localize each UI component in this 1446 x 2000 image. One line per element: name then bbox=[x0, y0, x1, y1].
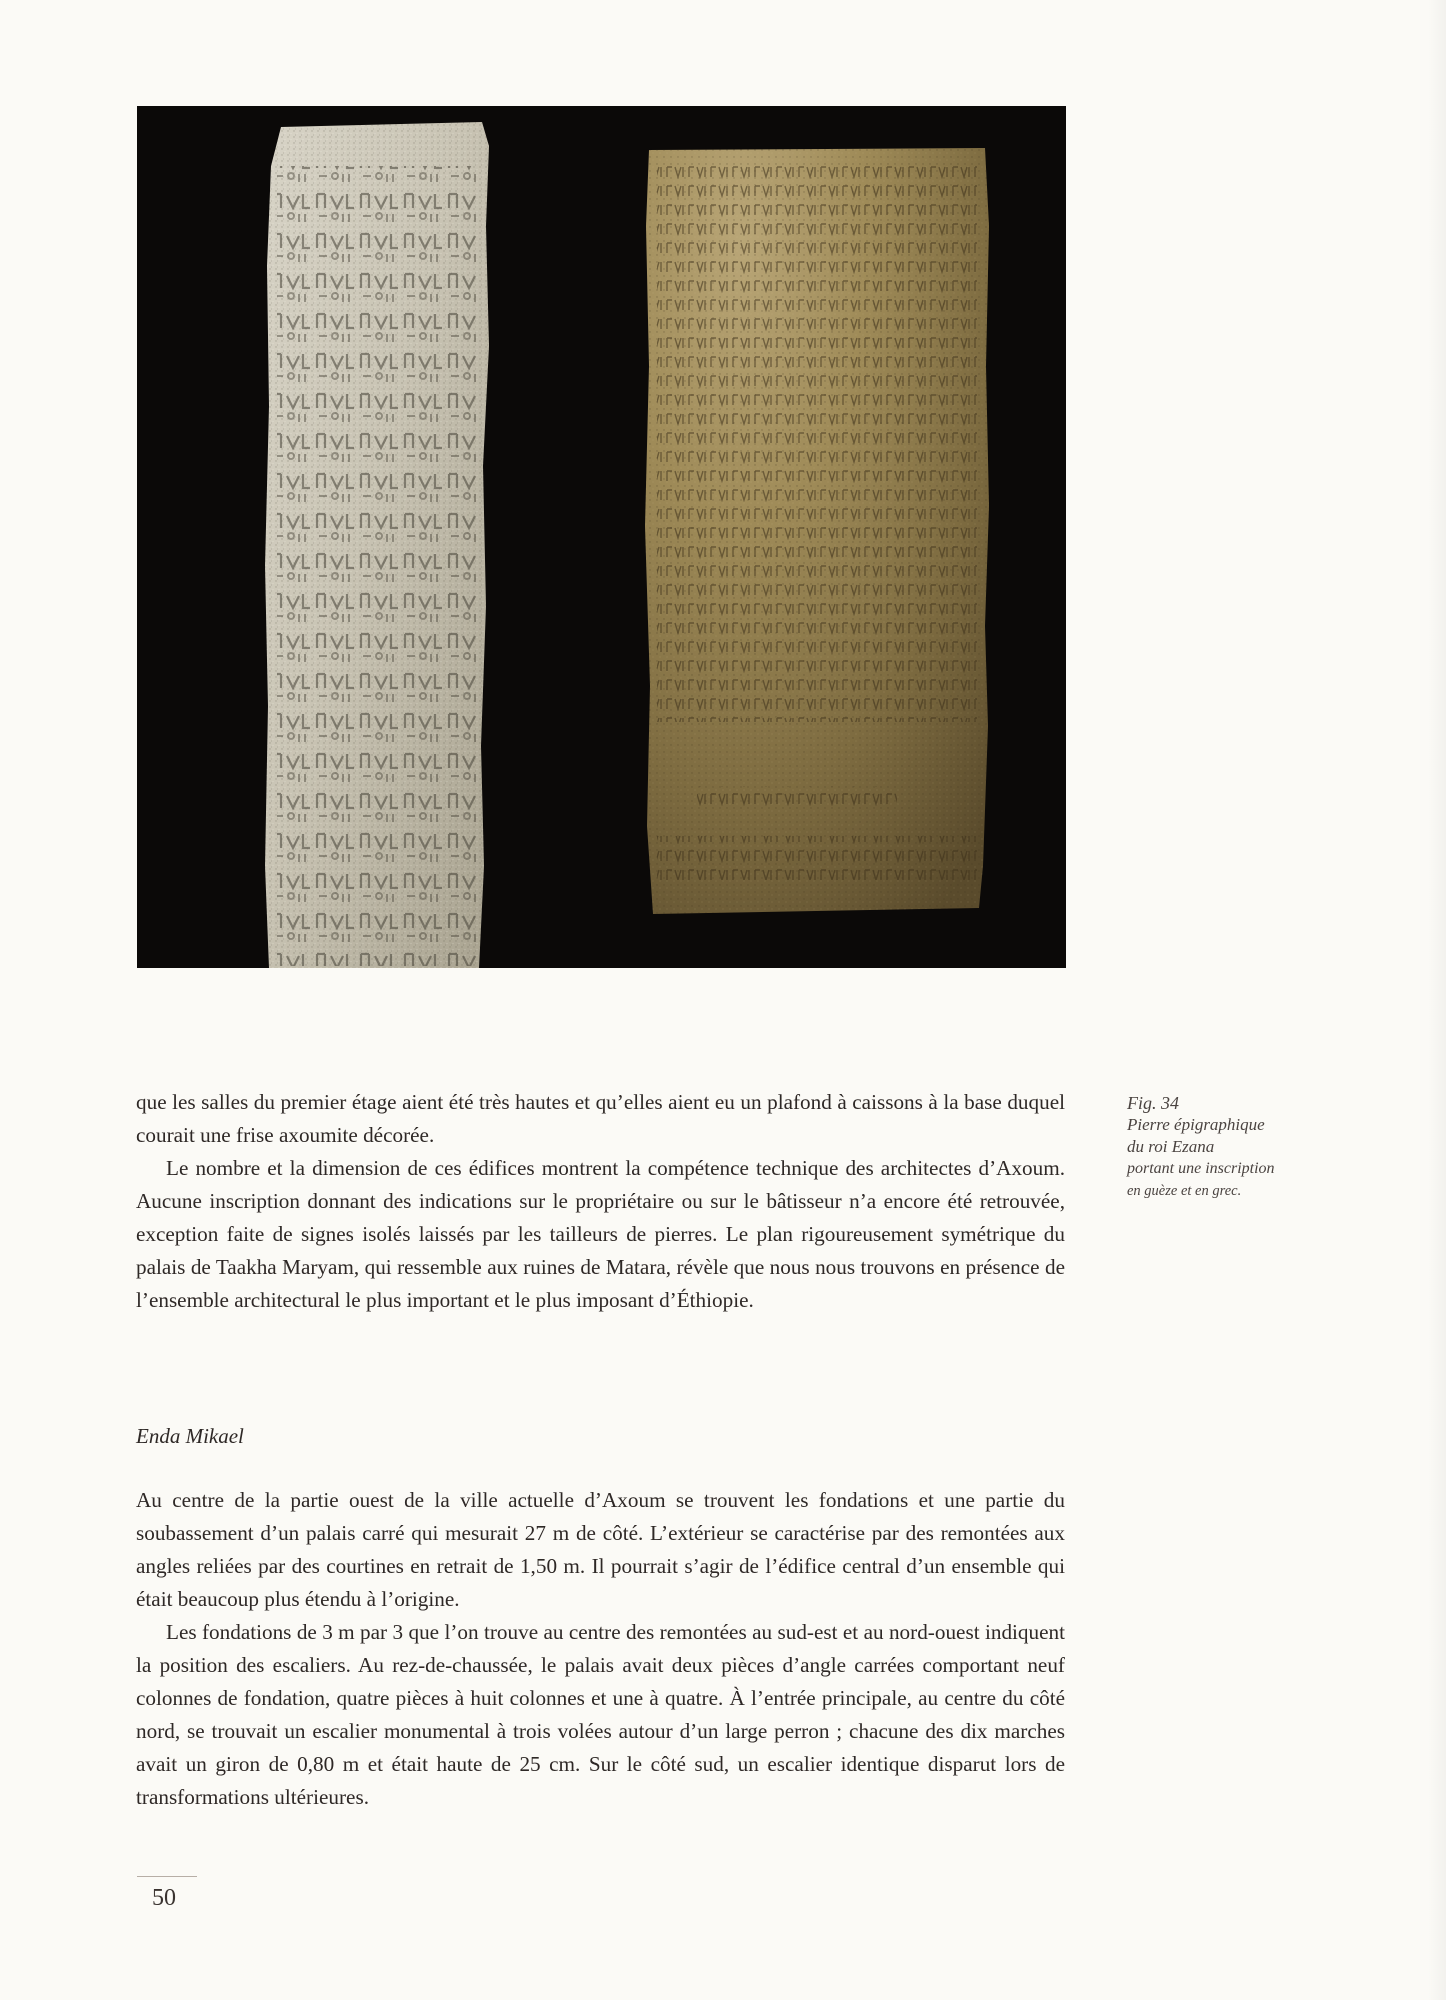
body-text-bottom bbox=[136, 1484, 1065, 1814]
caption-line: Pierre épigraphique bbox=[1127, 1115, 1265, 1134]
caption-figure-number: Fig. 34 bbox=[1127, 1093, 1179, 1113]
stone-inscription-photo-icon bbox=[137, 106, 1066, 968]
body-text-top bbox=[136, 1086, 1065, 1317]
caption-line: portant une inscription bbox=[1127, 1160, 1275, 1177]
figure-caption bbox=[1127, 1092, 1347, 1202]
stone-inscription-photo bbox=[137, 106, 1066, 968]
paragraph: que les salles du premier étage aient été très hautes et qu’elles aient eu un plafond à caissons à la base duquel courait une frise axoumite décorée. bbox=[136, 1090, 1065, 1147]
caption-line: du roi Ezana bbox=[1127, 1137, 1215, 1156]
caption-line: en guèze et en grec. bbox=[1127, 1183, 1242, 1199]
paragraph: Le nombre et la dimension de ces édifices montrent la compétence technique des architectes d’Axoum. Aucune inscription donnant des indications sur le propriétaire ou sur le bâtisseur n’a encore été retrouvée, exception faite de signes isolés laissés par les tailleurs de pierres. Le plan rigoureusement symétrique du palais de Taakha Maryam, qui ressemble aux ruines de Matara, révèle que nous nous trouvons en présence de l’ensemble architectural le plus important et le plus imposant d’Éthiopie. bbox=[136, 1156, 1065, 1312]
page-number: 50 bbox=[152, 1885, 176, 1911]
page-number-rule bbox=[137, 1876, 197, 1877]
page-edge-shadow bbox=[1428, 0, 1446, 2000]
section-heading: Enda Mikael bbox=[136, 1424, 244, 1448]
paragraph: Les fondations de 3 m par 3 que l’on trouve au centre des remontées au sud-est et au nord-ouest indiquent la position des escaliers. Au rez-de-chaussée, le palais avait deux pièces d’angle carrées comportant neuf colonnes de fondation, quatre pièces à huit colonnes et une à quatre. À l’entrée principale, au centre du côté nord, se trouvait un escalier monumental à trois volées autour d’un large perron ; chacune des dix marches avait un giron de 0,80 m et était haute de 25 cm. Sur le côté sud, un escalier identique disparut lors de transformations ultérieures. bbox=[136, 1620, 1065, 1809]
paragraph: Au centre de la partie ouest de la ville actuelle d’Axoum se trouvent les fondations et une partie du soubassement d’un palais carré qui mesurait 27 m de côté. L’extérieur se caractérise par des remontées aux angles reliées par des courtines en retrait de 1,50 m. Il pourrait s’agir de l’édifice central d’un ensemble qui était beaucoup plus étendu à l’origine. bbox=[136, 1488, 1065, 1611]
